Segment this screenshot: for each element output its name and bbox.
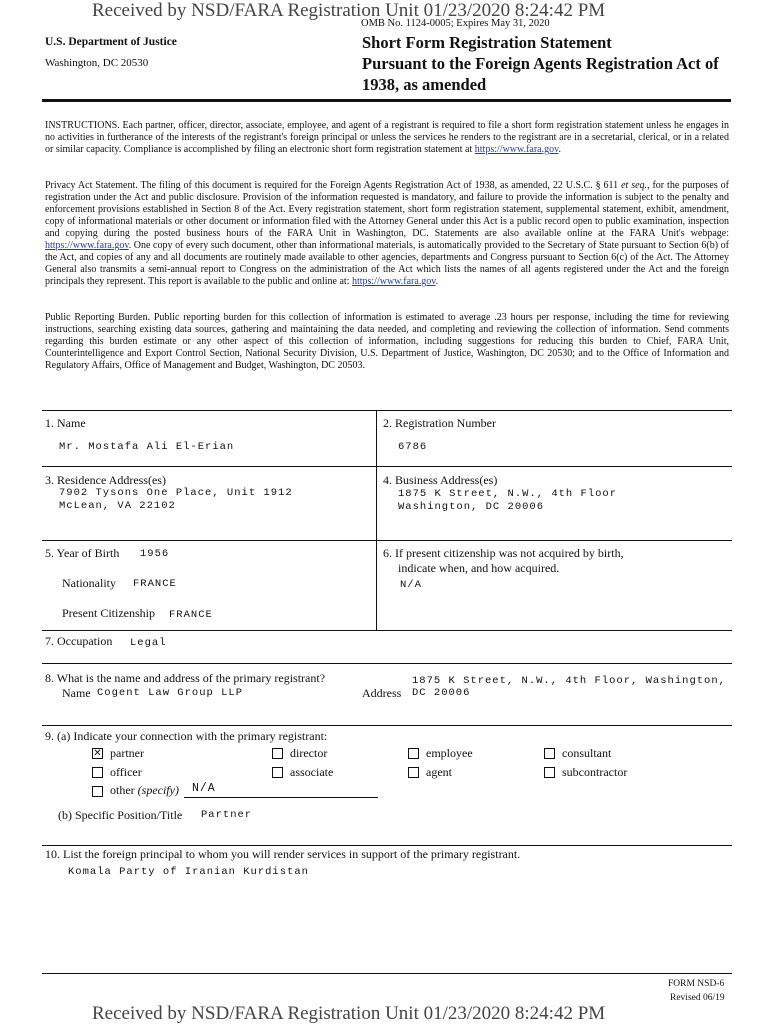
director-checkbox[interactable] — [272, 748, 283, 759]
form-revised-date: Revised 06/19 — [670, 993, 725, 1003]
form-top-line — [42, 410, 732, 411]
form-title — [362, 32, 719, 95]
foreign-principal-label: 10. List the foreign principal to whom you will render services in support of the primary registrant. — [45, 847, 521, 861]
other-option-label — [110, 783, 179, 798]
partner-option-label: partner — [110, 746, 144, 760]
other-checkbox[interactable] — [92, 786, 103, 797]
privacy-text-2: , for the purposes of registration under the Act and public disclosure. Provision of the information requested is mandatory, and failure to provide the information is subject to the penalty and enforcement provisions established in Section 8 of the Act. Every registration statement, short form registration statement, supplemental statement, exhibit, amendment, copy of informational materials or other document or information filed with the Attorney General under this Act is a public record open to public examination, inspection and copying during the posted business hours of the FARA Unit in Washington, DC. Statements are also available online at the FARA Unit's webpage: — [45, 180, 729, 239]
present-citizenship-label: Present Citizenship — [62, 606, 155, 620]
nationality-label: Nationality — [62, 576, 116, 590]
form-line-2 — [42, 466, 732, 467]
position-title-label: (b) Specific Position/Title — [58, 808, 183, 822]
form-center-divider — [376, 410, 377, 631]
privacy-act-paragraph — [45, 180, 729, 288]
department-name: U.S. Department of Justice — [45, 36, 177, 48]
partner-checkbox[interactable]: ✕ — [93, 748, 102, 759]
officer-option-label: officer — [110, 765, 142, 779]
officer-checkbox[interactable] — [92, 767, 103, 778]
consultant-option-label: consultant — [562, 746, 612, 760]
subcontractor-checkbox[interactable] — [544, 767, 555, 778]
registration-number-label: 2. Registration Number — [383, 416, 496, 430]
instructions-end: . — [558, 144, 561, 155]
occupation-label: 7. Occupation — [45, 634, 113, 648]
business-address-label: 4. Business Address(es) — [383, 473, 498, 487]
privacy-text-3: . One copy of every such document, other than informational materials, is automatically provided to the Secretary of State pursuant to Section 6(b) of the Act, and copies of any and all documents are routinely made available to other agencies, departments and Congress pursuant to Section 6(c) of the Act. The Attorney General also transmits a semi-annual report to Congress on the administration of the Act which lists the names of all agents registered under the Act and the foreign principals they represent. This report is available to the public and online at: — [45, 240, 729, 287]
other-specify-value[interactable]: N/A — [192, 782, 216, 795]
associate-option-label: associate — [290, 765, 334, 779]
agent-option-label: agent — [426, 765, 452, 779]
business-address-line-2[interactable]: Washington, DC 20006 — [398, 501, 545, 513]
primary-registrant-address-line-1[interactable]: 1875 K Street, N.W., 4th Floor, Washington, — [412, 675, 726, 687]
connection-label: 9. (a) Indicate your connection with the primary registrant: — [45, 729, 328, 743]
employee-option-label: employee — [426, 746, 473, 760]
form-title-line-2: Pursuant to the Foreign Agents Registration Act of — [362, 54, 719, 73]
fara-link-privacy-1[interactable]: https://www.fara.gov — [45, 240, 129, 251]
form-line-6 — [42, 725, 732, 726]
present-citizenship-value[interactable]: FRANCE — [169, 609, 213, 621]
citizenship-acquired-label-2: indicate when, and how acquired. — [398, 561, 560, 575]
form-line-5 — [42, 663, 732, 664]
residence-address-label: 3. Residence Address(es) — [45, 473, 166, 487]
name-value[interactable]: Mr. Mostafa Ali El-Erian — [59, 441, 235, 453]
form-bottom-line — [42, 973, 732, 974]
director-option-label: director — [290, 746, 328, 760]
year-of-birth-label: 5. Year of Birth — [45, 546, 120, 560]
name-label: 1. Name — [45, 416, 86, 430]
employee-checkbox[interactable] — [408, 748, 419, 759]
privacy-et-seq: et seq. — [621, 180, 648, 191]
position-title-value[interactable]: Partner — [201, 809, 253, 821]
form-line-7 — [42, 845, 732, 846]
occupation-value[interactable]: Legal — [130, 637, 167, 649]
nationality-value[interactable]: FRANCE — [133, 578, 177, 590]
specify-text: (specify) — [137, 783, 179, 797]
foreign-principal-value[interactable]: Komala Party of Iranian Kurdistan — [68, 866, 309, 878]
citizenship-acquired-label-1: 6. If present citizenship was not acquired by birth, — [383, 546, 624, 560]
instructions-paragraph — [45, 120, 729, 156]
registration-number-value[interactable]: 6786 — [398, 441, 428, 453]
subcontractor-option-label: subcontractor — [562, 765, 628, 779]
primary-registrant-address-label: Address — [362, 686, 402, 700]
year-of-birth-value[interactable]: 1956 — [140, 548, 170, 560]
primary-registrant-address-line-2[interactable]: DC 20006 — [412, 687, 471, 699]
other-text: other — [110, 783, 138, 797]
fara-link-privacy-2[interactable]: https://www.fara.gov — [351, 276, 436, 287]
omb-number: OMB No. 1124-0005; Expires May 31, 2020 — [361, 18, 550, 29]
residence-address-line-2[interactable]: McLean, VA 22102 — [59, 500, 176, 512]
residence-address-line-1[interactable]: 7902 Tysons One Place, Unit 1912 — [59, 487, 293, 499]
consultant-checkbox[interactable] — [544, 748, 555, 759]
associate-checkbox[interactable] — [272, 767, 283, 778]
header-divider — [42, 99, 731, 102]
primary-registrant-name-label: Name — [62, 686, 91, 700]
received-stamp-top: Received by NSD/FARA Registration Unit 01/23/2020 8:24:42 PM — [92, 0, 606, 21]
privacy-text-1: Privacy Act Statement. The filing of this document is required for the Foreign Agents Registration Act of 1938, as amended, 22 U.S.C. § 611 — [45, 180, 622, 191]
privacy-end: . — [435, 276, 439, 287]
fara-link-instructions[interactable]: https://www.fara.gov — [474, 144, 559, 155]
form-title-line-3: 1938, as amended — [362, 75, 487, 94]
form-title-line-1: Short Form Registration Statement — [362, 33, 612, 52]
business-address-line-1[interactable]: 1875 K Street, N.W., 4th Floor — [398, 488, 618, 500]
primary-registrant-name-value[interactable]: Cogent Law Group LLP — [97, 687, 244, 699]
citizenship-acquired-value[interactable]: N/A — [400, 579, 422, 591]
other-specify-line — [184, 797, 378, 798]
burden-paragraph: Public Reporting Burden. Public reporting burden for this collection of information is estimated to average .23 hours per response, including the time for reviewing instructions, searching existing data sources, gathering and maintaining the data needed, and completing and reviewing the collection of information. Send comments regarding this burden estimate or any other aspect of this collection of information, including suggestions for reducing this burden to Chief, FARA Unit, Counterintelligence and Export Control Section, National Security Division, U.S. Department of Justice, Washington, DC 20530; and to the Office of Information and Regulatory Affairs, Office of Management and Budget, Washington, DC 20503. — [45, 312, 729, 371]
agent-checkbox[interactable] — [408, 767, 419, 778]
form-line-3 — [42, 540, 732, 541]
received-stamp-bottom: Received by NSD/FARA Registration Unit 01/23/2020 8:24:42 PM — [92, 1003, 606, 1024]
department-location: Washington, DC 20530 — [45, 57, 149, 69]
form-number: FORM NSD-6 — [668, 979, 725, 989]
primary-registrant-label: 8. What is the name and address of the primary registrant? — [45, 671, 326, 685]
form-line-4 — [42, 630, 732, 631]
instructions-text: INSTRUCTIONS. Each partner, officer, director, associate, employee, and agent of a registrant is required to file a short form registration statement unless he engages in no activities in furtherance of the interests of the registrant's foreign principal or unless the services he renders to the registrant are in a secretarial, clerical, or in a related or similar capacity. Compliance is accomplished by filing an electronic short form registration statement at — [45, 120, 729, 155]
